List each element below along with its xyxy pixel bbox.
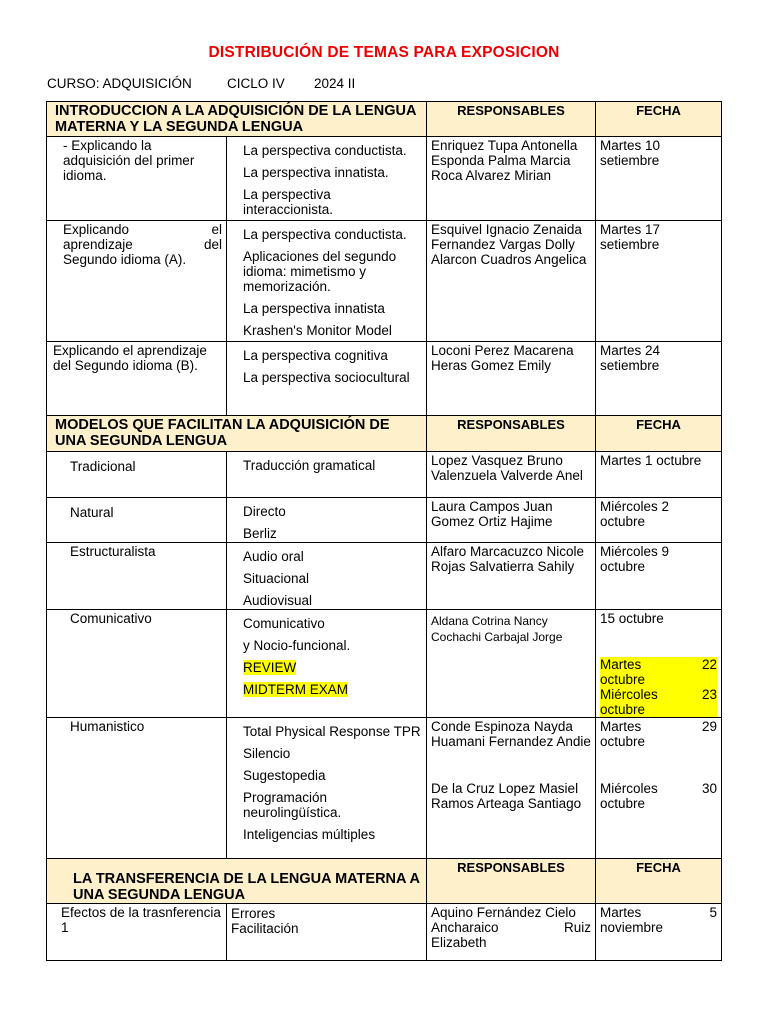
topic-cell: Comunicativo <box>47 610 227 718</box>
responsable-name: Esquivel Ignacio Zenaida <box>431 222 582 237</box>
section-header <box>47 102 722 137</box>
fecha-value: Martes 5 <box>600 905 717 920</box>
responsable-name: Rojas Salvatierra Sahily <box>431 559 575 574</box>
topic-cell: - Explicando la adquisición del primer idioma. <box>47 137 227 221</box>
responsable-name: Lopez Vasquez Bruno <box>431 453 563 468</box>
fecha-cell: Miércoles 9 octubre <box>596 543 722 610</box>
subtopics-cell <box>227 342 427 416</box>
subtopic: Comunicativo <box>243 616 325 631</box>
fecha-cell: Miércoles 2 octubre <box>596 498 722 543</box>
subtopic: Inteligencias múltiples <box>243 827 376 842</box>
subtopic: Total Physical Response TPR <box>243 724 421 739</box>
responsables-cell <box>427 718 596 859</box>
fecha-cell <box>596 610 722 718</box>
topic-cell: Natural <box>47 498 227 543</box>
subtopics-cell <box>227 718 427 859</box>
course-cycle: CICLO IV <box>227 76 285 91</box>
responsables-cell <box>427 452 596 498</box>
review-label: REVIEW <box>243 660 297 675</box>
responsable-name: Roca Alvarez Mirian <box>431 168 552 183</box>
subtopic: Errores <box>231 906 276 921</box>
subtopic: La perspectiva innatista. <box>243 165 389 180</box>
table-row <box>47 610 722 718</box>
fecha-header: FECHA <box>596 102 722 137</box>
subtopic: Audiovisual <box>243 593 313 608</box>
subtopic: Programación neurolingüística. <box>243 790 342 820</box>
responsable-name: Heras Gomez Emily <box>431 358 552 373</box>
responsable-name: Valenzuela Valverde Anel <box>431 468 583 483</box>
course-name: CURSO: ADQUISICIÓN <box>47 76 192 91</box>
subtopics-cell <box>227 452 427 498</box>
fecha-cell: Martes 17 setiembre <box>596 221 722 342</box>
responsables-header: RESPONSABLES <box>427 416 596 452</box>
responsables-cell <box>427 498 596 543</box>
responsable-name: Conde Espinoza Nayda <box>431 719 573 734</box>
fecha-cell: Martes 10 setiembre <box>596 137 722 221</box>
table-row <box>47 718 722 859</box>
topic-line: Explicando el <box>63 222 222 237</box>
topic-cell: Tradicional <box>47 452 227 498</box>
subtopic: Krashen's Monitor Model <box>243 323 392 338</box>
section-title: MODELOS QUE FACILITAN LA ADQUISICIÓN DE UNA SEGUNDA LENGUA <box>47 416 427 452</box>
subtopic: La perspectiva interaccionista. <box>243 187 334 217</box>
section-title: LA TRANSFERENCIA DE LA LENGUA MATERNA A UNA SEGUNDA LENGUA <box>47 859 427 904</box>
fecha-header: FECHA <box>596 859 722 904</box>
topic-line: Segundo idioma (A). <box>63 252 187 267</box>
topic-cell <box>47 221 227 342</box>
subtopic: La perspectiva conductista. <box>243 227 407 242</box>
course-term: 2024 II <box>314 76 356 91</box>
subtopic: Sugestopedia <box>243 768 326 783</box>
subtopic: La perspectiva sociocultural <box>243 370 410 385</box>
responsables-cell <box>427 342 596 416</box>
topic-cell: Explicando el aprendizaje del Segundo idioma (B). <box>47 342 227 416</box>
responsable-name: Gomez Ortiz Hajime <box>431 514 553 529</box>
responsable-name: Alfaro Marcacuzco Nicole <box>431 544 585 559</box>
subtopics-cell <box>227 498 427 543</box>
midterm-label: MIDTERM EXAM <box>243 682 349 697</box>
subtopics-cell <box>227 543 427 610</box>
subtopic: Aplicaciones del segundo idioma: mimetismo y memorización. <box>243 249 397 294</box>
subtopic: La perspectiva conductista. <box>243 143 407 158</box>
subtopics-cell <box>227 904 427 961</box>
fecha-cell: Martes 1 octubre <box>596 452 722 498</box>
responsable-name: Enriquez Tupa Antonella <box>431 138 578 153</box>
topic-cell: Estructuralista <box>47 543 227 610</box>
midterm-date: Miércoles 23 octubre <box>600 687 717 717</box>
topic-cell: Humanistico <box>47 718 227 859</box>
responsable-name: Laura Campos Juan <box>431 499 553 514</box>
subtopic: Facilitación <box>231 921 299 936</box>
responsables-cell <box>427 137 596 221</box>
subtopic: Directo <box>243 504 286 519</box>
responsable-name: Esponda Palma Marcia <box>431 153 571 168</box>
subtopic: Audio oral <box>243 549 304 564</box>
section-header <box>47 416 722 452</box>
responsable-name: Loconi Perez Macarena <box>431 343 574 358</box>
responsable-name: Ancharaico Ruiz <box>431 920 591 935</box>
section-header <box>47 859 722 904</box>
responsable-name: Alarcon Cuadros Angelica <box>431 252 587 267</box>
subtopic: Silencio <box>243 746 291 761</box>
responsable-name: Ramos Arteaga Santiago <box>431 796 582 811</box>
topic-cell: Efectos de la trasnferencia 1 <box>47 904 227 961</box>
table-row <box>47 498 722 543</box>
fecha-cell: Martes 29 octubre Miércoles 30 octubre <box>596 718 722 859</box>
responsables-header: RESPONSABLES <box>427 102 596 137</box>
topics-table <box>46 101 722 961</box>
responsable-name: De la Cruz Lopez Masiel <box>431 781 579 796</box>
subtopic: La perspectiva cognitiva <box>243 348 388 363</box>
document-title: DISTRIBUCIÓN DE TEMAS PARA EXPOSICION <box>208 44 560 61</box>
fecha-header: FECHA <box>596 416 722 452</box>
table-row <box>47 543 722 610</box>
table-row <box>47 137 722 221</box>
fecha-cell: Martes 24 setiembre <box>596 342 722 416</box>
subtopic: Situacional <box>243 571 310 586</box>
topic-line: aprendizaje del <box>63 237 222 252</box>
responsables-cell <box>427 543 596 610</box>
subtopic: y Nocio-funcional. <box>243 638 351 653</box>
table-row <box>47 221 722 342</box>
subtopic: Traducción gramatical <box>243 458 376 473</box>
responsables-cell <box>427 221 596 342</box>
subtopics-cell <box>227 137 427 221</box>
subtopic: Berliz <box>243 526 277 541</box>
responsable-name: Cochachi Carbajal Jorge <box>431 630 563 644</box>
responsable-name: Aquino Fernández Cielo <box>431 905 576 920</box>
fecha-value: Miércoles 30 <box>600 781 717 796</box>
subtopics-cell <box>227 221 427 342</box>
table-row <box>47 904 722 961</box>
responsables-cell <box>427 610 596 718</box>
fecha-cell: Martes 5 noviembre <box>596 904 722 961</box>
responsable-name: Fernandez Vargas Dolly <box>431 237 575 252</box>
table-row <box>47 452 722 498</box>
responsables-header: RESPONSABLES <box>427 859 596 904</box>
responsable-name: Huamani Fernandez Andie <box>431 734 591 749</box>
section-title: INTRODUCCION A LA ADQUISICIÓN DE LA LENGUA MATERNA Y LA SEGUNDA LENGUA <box>47 102 427 137</box>
responsable-name: Aldana Cotrina Nancy <box>431 614 548 628</box>
fecha-value: Martes 29 <box>600 719 717 734</box>
fecha-value: 15 octubre <box>600 611 664 626</box>
subtopics-cell <box>227 610 427 718</box>
review-date: Martes 22 octubre <box>600 657 717 687</box>
table-row <box>47 342 722 416</box>
responsables-cell: Aquino Fernández Cielo Ancharaico Ruiz Elizabeth <box>427 904 596 961</box>
subtopic: La perspectiva innatista <box>243 301 385 316</box>
